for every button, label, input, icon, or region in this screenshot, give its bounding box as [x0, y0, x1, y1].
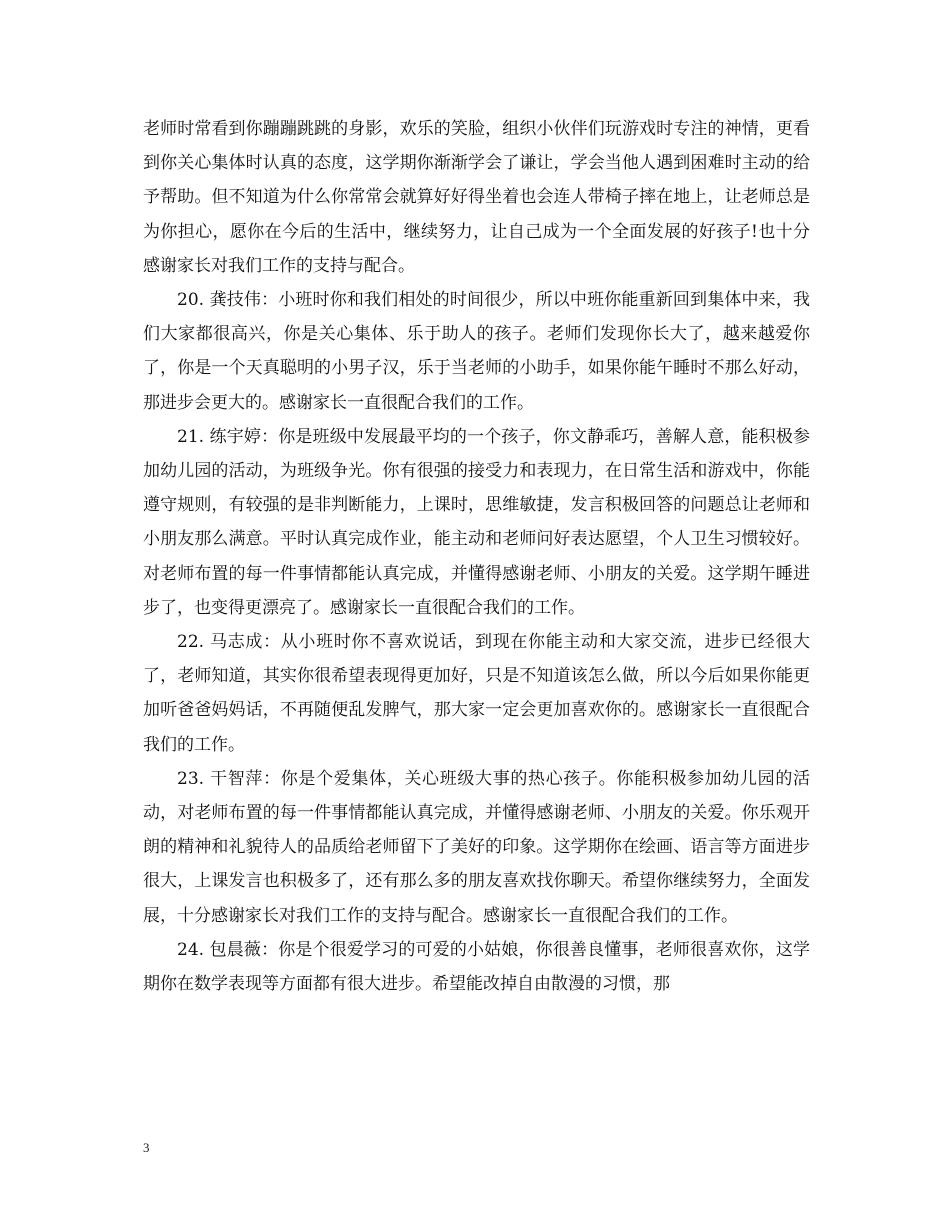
page-number: 3	[143, 1140, 150, 1155]
paragraph-comment-22: 22. 马志成：从小班时你不喜欢说话，到现在你能主动和大家交流，进步已经很大了，老师知道，其实你很希望表现得更加好，只是不知道该怎么做，所以今后如果你能更加听爸爸妈妈话，不再随便乱发脾气，那大家一定会更加喜欢你的。感谢家长一直很配合我们的工作。	[143, 632, 810, 755]
paragraph-comment-23: 23. 干智萍：你是个爱集体，关心班级大事的热心孩子。你能积极参加幼儿园的活动，对老师布置的每一件事情都能认真完成，并懂得感谢老师、小朋友的关爱。你乐观开朗的精神和礼貌待人的品质给老师留下了美好的印象。这学期你在绘画、语言等方面进步很大，上课发言也积极多了，还有那么多的朋友喜欢找你聊天。希望你继续努力，全面发展，十分感谢家长对我们工作的支持与配合。感谢家长一直很配合我们的工作。	[143, 768, 810, 926]
paragraph-comment-20: 20. 龚技伟：小班时你和我们相处的时间很少，所以中班你能重新回到集体中来，我们大家都很高兴，你是关心集体、乐于助人的孩子。老师们发现你长大了，越来越爱你了，你是一个天真聪明的小男子汉，乐于当老师的小助手，如果你能午睡时不那么好动，那进步会更大的。感谢家长一直很配合我们的工作。	[143, 290, 810, 413]
paragraph-comment-21: 21. 练宇婷：你是班级中发展最平均的一个孩子，你文静乖巧，善解人意，能积极参加幼儿园的活动，为班级争光。你有很强的接受力和表现力，在日常生活和游戏中，你能遵守规则，有较强的是非判断能力，上课时，思维敏捷，发言积极回答的问题总让老师和小朋友那么满意。平时认真完成作业，能主动和老师问好表达愿望，个人卫生习惯较好。对老师布置的每一件事情都能认真完成，并懂得感谢老师、小朋友的关爱。这学期午睡进步了，也变得更漂亮了。感谢家长一直很配合我们的工作。	[143, 426, 810, 618]
paragraph-continuation: 老师时常看到你蹦蹦跳跳的身影，欢乐的笑脸，组织小伙伴们玩游戏时专注的神情，更看到你关心集体时认真的态度，这学期你渐渐学会了谦让，学会当他人遇到困难时主动的给予帮助。但不知道为什么你常常会就算好好得坐着也会连人带椅子摔在地上，让老师总是为你担心，愿你在今后的生活中，继续努力，让自己成为一个全面发展的好孩子!也十分感谢家长对我们工作的支持与配合。	[143, 119, 810, 276]
document-body	[143, 112, 810, 1001]
paragraph-comment-24: 24. 包晨薇：你是个很爱学习的可爱的小姑娘，你很善良懂事，老师很喜欢你，这学期你在数学表现等方面都有很大进步。希望能改掉自由散漫的习惯，那	[143, 939, 810, 995]
